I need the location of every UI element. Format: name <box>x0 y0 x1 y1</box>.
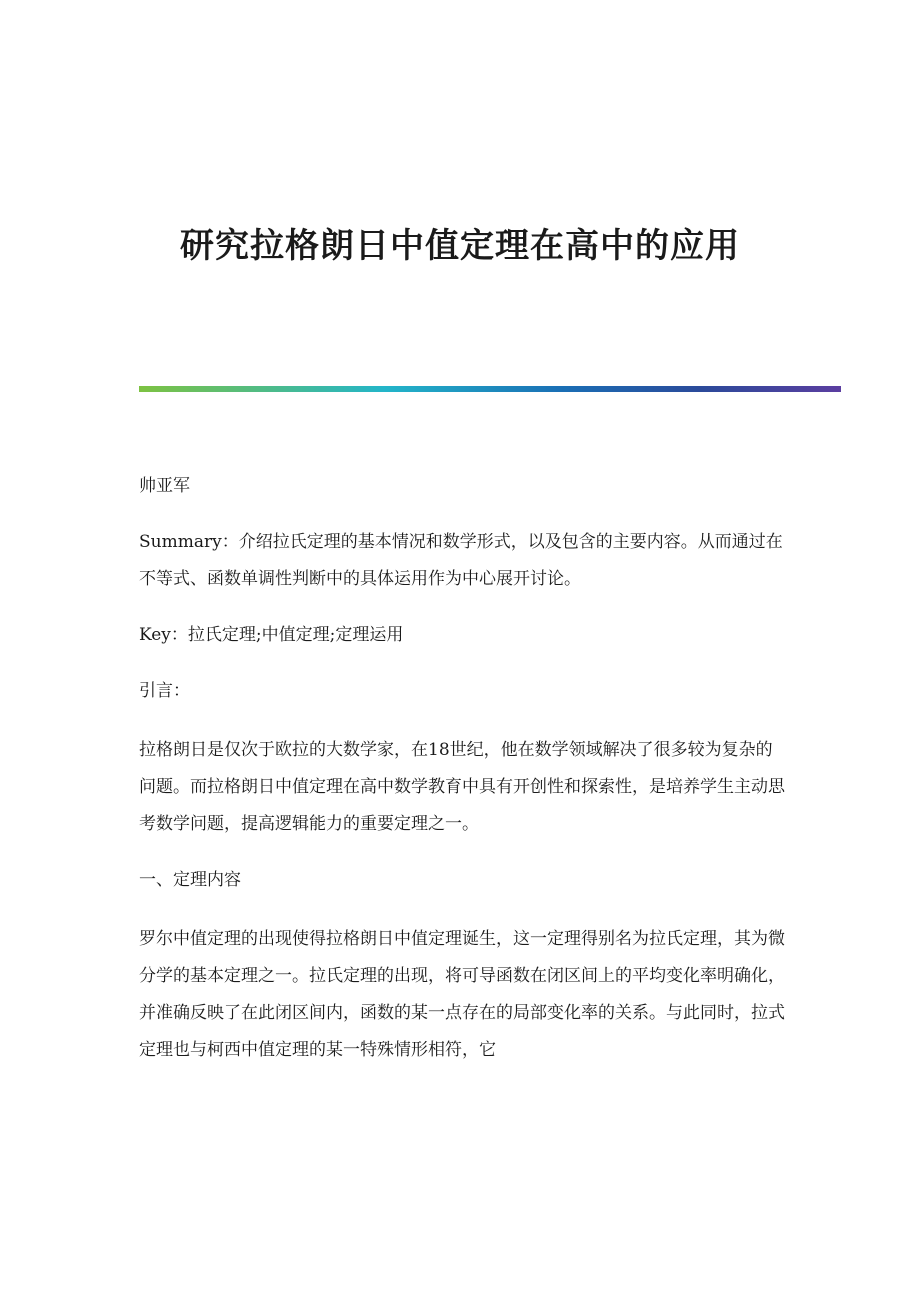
intro-heading: 引言： <box>139 681 190 701</box>
document-body <box>139 468 789 1069</box>
keywords-line: Key：拉氏定理;中值定理;定理运用 <box>139 625 404 645</box>
intro-paragraph: 拉格朗日是仅次于欧拉的大数学家，在18世纪，他在数学领域解决了很多较为复杂的问题。而拉格朗日中值定理在高中数学教育中具有开创性和探索性，是培养学生主动思考数学问题，提高逻辑能力的重要定理之一。 <box>139 740 785 834</box>
author-name: 帅亚军 <box>139 476 190 496</box>
document-title: 研究拉格朗日中值定理在高中的应用 <box>180 226 740 266</box>
title-divider <box>139 386 841 392</box>
section-paragraph: 罗尔中值定理的出现使得拉格朗日中值定理诞生，这一定理得别名为拉氏定理，其为微分学的基本定理之一。拉氏定理的出现，将可导函数在闭区间上的平均变化率明确化，并准确反映了在此闭区间内，函数的某一点存在的局部变化率的关系。与此同时，拉式定理也与柯西中值定理的某一特殊情形相符，它 <box>139 929 785 1060</box>
section-heading: 一、定理内容 <box>139 870 241 890</box>
summary-paragraph: Summary：介绍拉氏定理的基本情况和数学形式，以及包含的主要内容。从而通过在不等式、函数单调性判断中的具体运用作为中心展开讨论。 <box>139 532 783 589</box>
